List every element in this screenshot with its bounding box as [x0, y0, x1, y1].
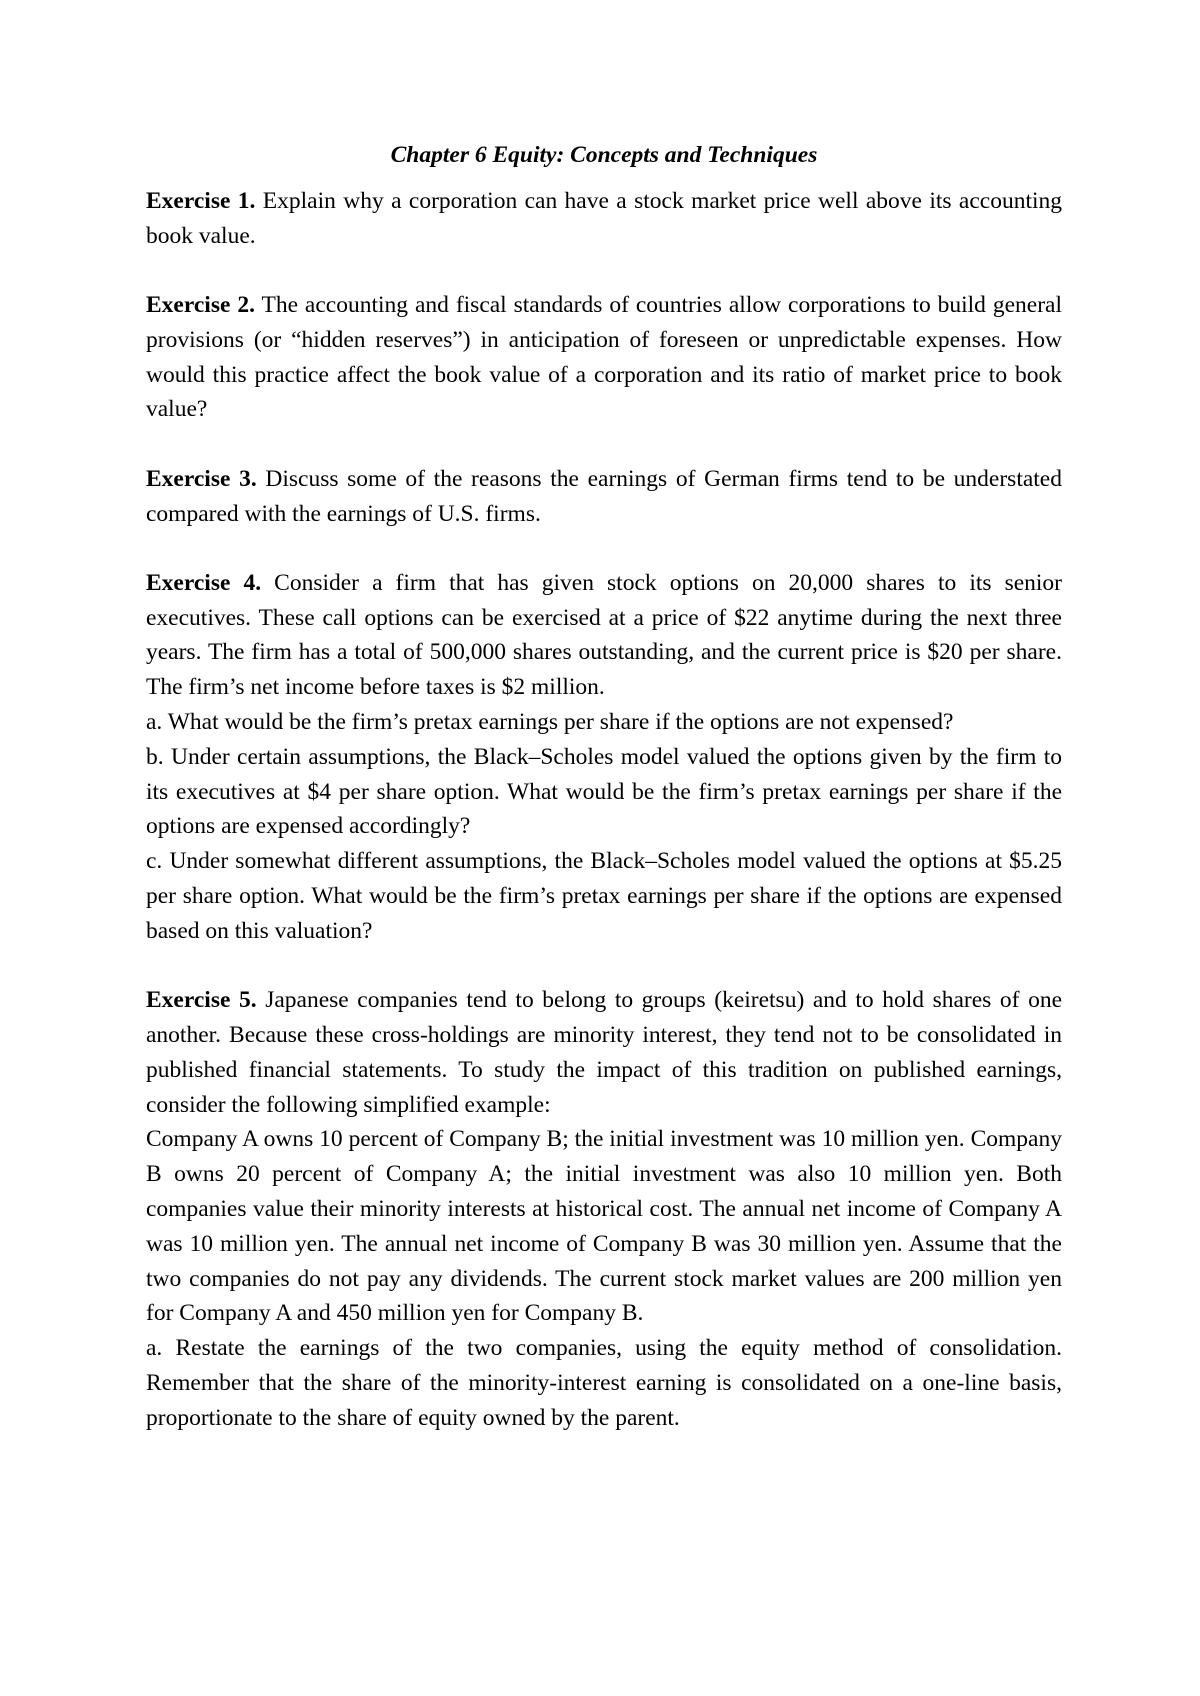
exercise-label: Exercise 2. [146, 292, 255, 319]
exercise-subquestion-b: b. Under certain assumptions, the Black–Scholes model valued the options given by the firm to its executives at $4 per share option. What would be the firm’s pretax earnings per share if the options are expensed accordingly? [146, 743, 1062, 840]
exercise-subquestion-a: a. Restate the earnings of the two companies, using the equity method of consolidation. Remember that the share of the minority-interest earning is consolidated on a one-line basis, proportionate to the share of equity owned by the parent. [146, 1335, 1062, 1431]
exercise-5 [146, 983, 1062, 1435]
chapter-title: Chapter 6 Equity: Concepts and Techniques [390, 142, 818, 168]
exercise-paragraph [146, 288, 1062, 427]
exercise-paragraph [146, 462, 1062, 532]
exercise-label: Exercise 4. [146, 569, 262, 596]
exercise-text: The accounting and fiscal standards of countries allow corporations to build general provisions (or “hidden reserves”) in anticipation of foreseen or unpredictable expenses. How would this practice affect the book value of a corporation and its ratio of market price to book value? [146, 292, 1062, 423]
exercise-paragraph [146, 566, 1062, 705]
exercise-4 [146, 566, 1062, 949]
exercise-1 [146, 184, 1062, 254]
exercise-text: Discuss some of the reasons the earnings of German firms tend to be understated compared with the earnings of U.S. firms. [146, 465, 1062, 527]
exercise-label: Exercise 1. [146, 188, 256, 214]
exercise-label: Exercise 3. [146, 465, 257, 492]
exercise-paragraph [146, 983, 1062, 1122]
exercise-example: Company A owns 10 percent of Company B; the initial investment was 10 million yen. Company B owns 20 percent of Company A; the initial investment was also 10 million yen. Both companies value their minority interests at historical cost. The annual net income of Company A was 10 million yen. The annual net income of Company B was 30 million yen. Assume that the two companies do not pay any dividends. The current stock market values are 200 million yen for Company A and 450 million yen for Company B. [146, 1126, 1062, 1327]
document-page [146, 138, 1062, 1470]
exercise-2 [146, 288, 1062, 427]
exercise-subquestion-c: c. Under somewhat different assumptions, the Black–Scholes model valued the options at $5.25 per share option. What would be the firm’s pretax earnings per share if the options are expensed based on this valuation? [146, 848, 1062, 944]
exercise-text: Consider a firm that has given stock options on 20,000 shares to its senior executives. These call options can be exercised at a price of $22 anytime during the next three years. The firm has a total of 500,000 shares outstanding, and the current price is $20 per share. The firm’s net income before taxes is $2 million. [146, 569, 1063, 701]
exercise-paragraph [146, 184, 1062, 254]
exercise-text: Explain why a corporation can have a stock market price well above its accounting book value. [146, 188, 1063, 249]
exercise-text: Japanese companies tend to belong to groups (keiretsu) and to hold shares of one another. Because these cross-holdings are minority interest, they tend not to be consolidated in published financial statements. To study the impact of this tradition on published earnings, consider the following simplified example: [146, 987, 1063, 1118]
exercise-3 [146, 462, 1062, 532]
exercise-label: Exercise 5. [146, 987, 257, 1014]
exercise-subquestion-a: a. What would be the firm’s pretax earnings per share if the options are not expensed? [146, 709, 954, 736]
